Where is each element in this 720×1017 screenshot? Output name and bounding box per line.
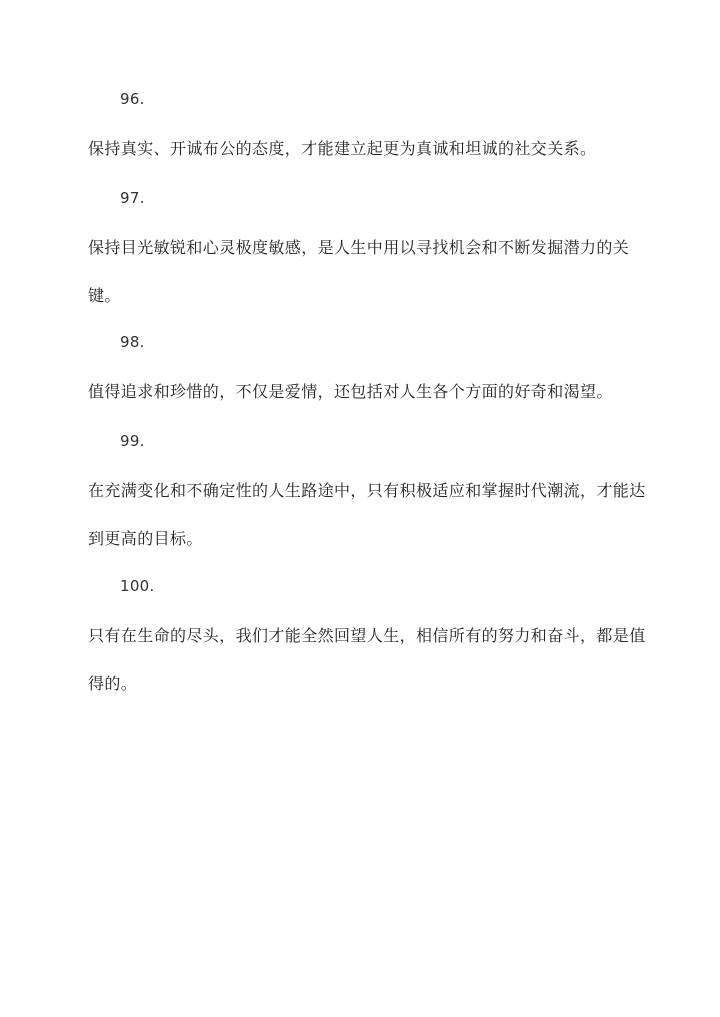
entry-text: 值得追求和珍惜的，不仅是爱情，还包括对人生各个方面的好奇和渴望。	[88, 382, 613, 401]
entry-number: 99.	[120, 432, 145, 450]
entry-text: 保持目光敏锐和心灵极度敏感，是人生中用以寻找机会和不断发掘潜力的关键。	[88, 238, 630, 305]
quote-entry-99	[88, 431, 648, 563]
quote-entry-98	[88, 332, 648, 416]
entry-text: 保持真实、开诚布公的态度，才能建立起更为真诚和坦诚的社交关系。	[88, 139, 597, 158]
entry-number: 97.	[120, 189, 145, 207]
quote-entry-97	[88, 188, 648, 320]
entry-text: 只有在生命的尽头，我们才能全然回望人生，相信所有的努力和奋斗，都是值得的。	[88, 626, 646, 693]
entry-number: 98.	[120, 333, 145, 351]
quote-entry-100	[88, 576, 648, 708]
entry-text: 在充满变化和不确定性的人生路途中，只有积极适应和掌握时代潮流，才能达到更高的目标。	[88, 481, 646, 548]
entry-number: 96.	[120, 90, 145, 108]
entry-number: 100.	[120, 577, 155, 595]
quote-entry-96	[88, 89, 648, 173]
